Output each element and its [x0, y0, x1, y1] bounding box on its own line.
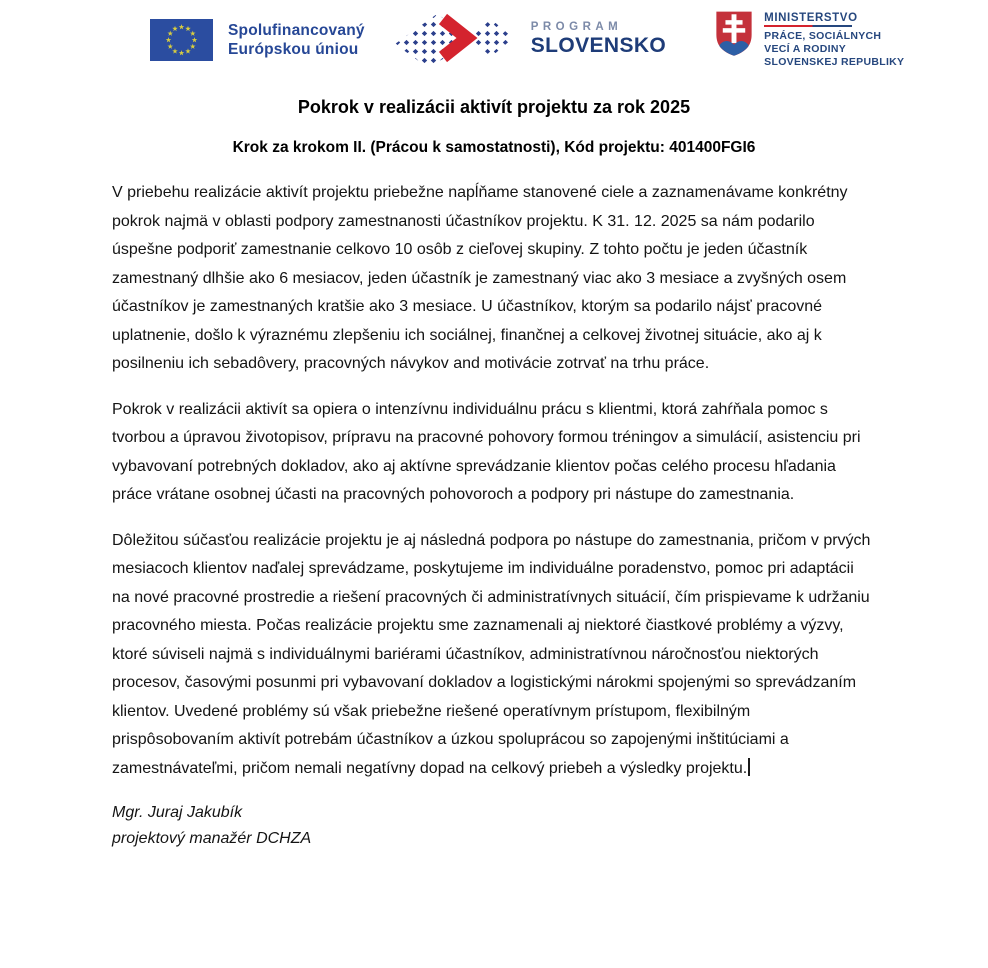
eu-flag-icon: [150, 19, 213, 61]
eu-cofunded-logo: [150, 19, 365, 61]
signature-name: Mgr. Juraj Jakubík: [112, 804, 243, 821]
eu-logo-text: [228, 21, 365, 59]
ministry-underline: [764, 25, 852, 27]
ministry-line3: VECÍ A RODINY: [764, 43, 847, 55]
ministry-line1: MINISTERSTVO: [764, 12, 858, 24]
program-slovensko-diamond-icon: [393, 11, 519, 69]
paragraph-3[interactable]: [112, 527, 876, 784]
document-body: [112, 179, 876, 852]
document-title[interactable]: Pokrok v realizácii aktivít projektu za rok 2025: [297, 97, 691, 117]
program-slovensko-text: [531, 21, 666, 58]
program-label: PROGRAM: [530, 21, 623, 33]
paragraph-1[interactable]: V priebehu realizácie aktivít projektu priebežne napĺňame stanovené ciele a zaznamenávame konkrétny pokrok najmä v oblasti podpory zamestnanosti účastníkov projektu. K 31. 12. 2025 sa nám podarilo úspešne podporiť zamestnanie celkovo 10 osôb z cieľovej skupiny. Z tohto počtu je jeden účastník zamestnaný dlhšie ako 6 mesiacov, jeden účastník je zamestnaný viac ako 3 mesiace a zvyšných osem účastníkov je zamestnaných kratšie ako 3 mesiace. U účastníkov, ktorým sa podarilo nájsť pracovné uplatnenie, došlo k výraznému zlepšeniu ich sociálnej, finančnej a celkovej životnej situácie, ako aj k posilneniu ich sebadôvery, pracovných návykov and motivácie zotrvať na trhu práce.: [112, 184, 848, 372]
ministry-line2: PRÁCE, SOCIÁLNYCH: [764, 30, 882, 42]
text-cursor: [748, 758, 750, 776]
paragraph-2[interactable]: Pokrok v realizácii aktivít sa opiera o intenzívnu individuálnu prácu s klientmi, ktorá zahŕňala pomoc s tvorbou a úpravou životopisov, prípravu na pracovné pohovory formou tréningov a simulácií, asistenciu pri vybavovaní potrebných dokladov, ako aj aktívne sprevádzanie klientov počas celého procesu hľadania práce vrátane osobnej účasti na pracovných pohovoroch a podpory pri nástupe do zamestnania.: [112, 400, 861, 503]
ministry-text: [764, 10, 904, 69]
slovensko-label: SLOVENSKO: [530, 34, 667, 57]
eu-logo-line2: Európskou úniou: [228, 40, 359, 58]
ministry-logo: [714, 10, 904, 69]
program-slovensko-logo: [393, 11, 666, 69]
ministry-line4: SLOVENSKEJ REPUBLIKY: [764, 56, 905, 68]
document-subtitle[interactable]: Krok za krokom II. (Prácou k samostatnosti), Kód projektu: 401400FGI6: [232, 139, 756, 156]
signature-block[interactable]: [112, 800, 876, 852]
eu-logo-line1: Spolufinancovaný: [228, 21, 365, 39]
logo-row: [0, 0, 988, 69]
slovak-coat-of-arms-icon: [714, 10, 754, 57]
signature-role: projektový manažér DCHZA: [112, 830, 312, 847]
paragraph-3-text: Dôležitou súčasťou realizácie projektu je aj následná podpora po nástupe do zamestnania, pričom v prvých mesiacoch klientov naďalej sprevádzame, poskytujeme im individuálne poradenstvo, pomoc pri adaptácii na nové pracovné prostredie a riešení pracovných či administratívnych situácií, čím prispievame k udržaniu pracovného miesta. Počas realizácie projektu sme zaznamenali aj niektoré čiastkové problémy a výzvy, ktoré súviseli najmä s individuálnymi bariérami účastníkov, administratívnou náročnosťou niektorých procesov, časovými posunmi pri vybavovaní dokladov a logistickými nárokmi spojenými so sprevádzaním klientov. Uvedené problémy sú však priebežne riešené operatívnym prístupom, flexibilným prispôsobovaním aktivít potrebám účastníkov a úzkou spoluprácou so zapojenými inštitúciami a zamestnávateľmi, pričom nemali negatívny dopad na celkový priebeh a výsledky projektu.: [112, 531, 871, 777]
